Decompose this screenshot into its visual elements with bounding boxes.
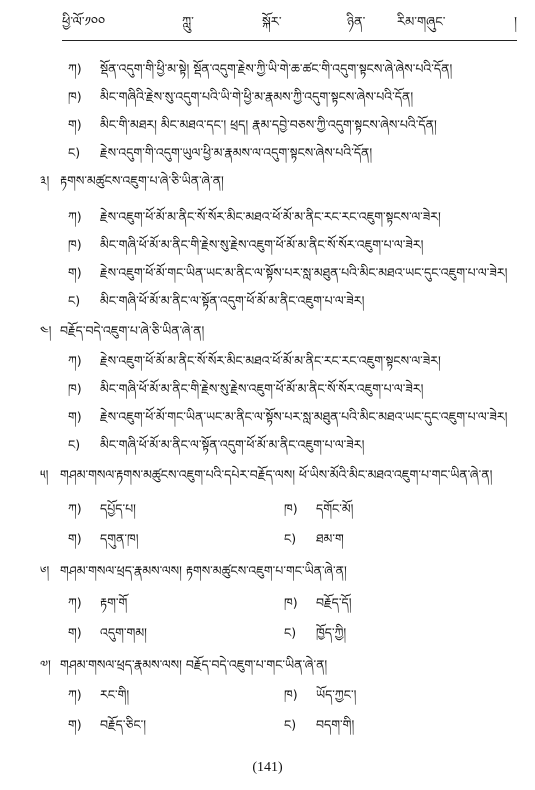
option-text: རྗེས་འདུག་གི་འདུག་ཡུལ་ཕྱི་མ་རྣམས་ལ་འདུག་སྟངས་ཞེས་པའི་དོན། bbox=[100, 145, 373, 160]
option-mark: ག) bbox=[68, 117, 82, 132]
header-rule bbox=[62, 40, 517, 41]
question-text: གཤམ་གསལ་རྟགས་མཚུངས་འཇུག་པའི་དཔེར་བརྗོད་ལས། ཕོ་ཡིས་མོའི་མིང་མཐའ་འཇུག་པ་གང་ཡིན་ཞེ་ན། bbox=[60, 467, 493, 482]
option-mark: ག) bbox=[68, 531, 82, 546]
option-mark: ཀ) bbox=[68, 595, 82, 610]
option-mark: ཀ) bbox=[68, 61, 82, 76]
option-text: རང་གི། bbox=[100, 687, 130, 702]
option-text: དཔྱོད་པ། bbox=[100, 501, 136, 516]
option-text: རྟག་གོ bbox=[100, 595, 128, 610]
header-segment: ཀླུ་ bbox=[182, 15, 194, 30]
option-mark: ང) bbox=[68, 293, 81, 308]
option-text: དགོང་མོ། bbox=[316, 501, 354, 516]
question-number: ༥། bbox=[40, 467, 49, 482]
option-text: མིང་གཞི་ཕོ་མོ་མ་ནིང་ལ་སྟོན་འདུག་ཕོ་མོ་མ་ནིང་འཇུག་པ་ལ་ཟེར། bbox=[100, 293, 365, 308]
option-text: མིང་གཞིའི་རྗེས་སུ་འདུག་པའི་ཡི་གེ་ཕྱི་མ་རྣམས་ཀྱི་འདུག་སྟངས་ཞེས་པའི་དོན། bbox=[100, 89, 414, 104]
question-text: གཤམ་གསལ་ཕྲད་རྣམས་ལས། བརྗོད་བདེ་འཇུག་པ་གང་ཡིན་ཞེ་ན། bbox=[60, 657, 328, 672]
question-text: བརྗོད་བདེ་འཇུག་པ་ཞེ་ཅི་ཡིན་ཞེ་ན། bbox=[60, 323, 205, 338]
option-mark: ག) bbox=[68, 265, 82, 280]
page-number: (141) bbox=[252, 760, 283, 775]
option-text: རྗེས་འཇུག་ཕོ་མོ་གང་ཡིན་ཡང་མ་ནིང་ལ་སྟོས་པར་སླ་མཐུན་པའི་མིང་མཐའ་ཡང་དུང་འཇུག་པ་ལ་ཟེར། bbox=[100, 409, 508, 424]
option-mark: ག) bbox=[68, 625, 82, 640]
question-number: ༦། bbox=[40, 563, 50, 578]
option-mark: ཁ) bbox=[284, 501, 298, 516]
option-mark: ཀ) bbox=[68, 353, 82, 368]
option-mark: ང) bbox=[68, 437, 81, 452]
option-text: ཡོད་ཀྱང་། bbox=[316, 687, 357, 702]
option-text: མིང་གཞི་ཕོ་མོ་མ་ནིང་ལ་སྟོན་འདུག་ཕོ་མོ་མ་ནིང་འཇུག་པ་ལ་ཟེར། bbox=[100, 437, 365, 452]
option-text: ཁྱོད་ཀྱི། bbox=[316, 625, 347, 640]
option-text: ཐམ་ག bbox=[316, 531, 344, 546]
option-mark: ཁ) bbox=[68, 381, 82, 396]
header-segment: ཕྱི་ལོ་༡༠༠ bbox=[62, 15, 106, 30]
header-segment: རིམ་གཞུང་ bbox=[397, 15, 446, 30]
header-segment: ཉིན་ bbox=[347, 15, 366, 30]
option-mark: ང) bbox=[284, 625, 297, 640]
option-text: བདག་གི། bbox=[316, 717, 355, 732]
option-text: སྡོན་འདུག་གི་ཕྱི་མ་སྟེ། སྡོན་འདུག་རྗེས་ཀྱི་ཡི་གེ་ཆ་ཚང་གི་འདུག་སྟངས་ཞེ་ཞེས་པའི་དོན། bbox=[100, 61, 453, 76]
option-mark: ཁ) bbox=[284, 595, 298, 610]
option-mark: ཀ) bbox=[68, 209, 82, 224]
option-text: མིང་གི་མཐར། མིང་མཐའ་དང་། ཕྲད། རྣམ་དབྱེ་བཅས་ཀྱི་འདུག་སྟངས་ཞེས་པའི་དོན། bbox=[100, 117, 437, 132]
option-text: མིང་གཞི་ཕོ་མོ་མ་ནིང་གི་རྗེས་སུ་རྗེས་འཇུག་ཕོ་མོ་མ་ནིང་སོ་སོར་འཇུག་པ་ལ་ཟེར། bbox=[100, 237, 424, 252]
option-text: དགུན་ཁ། bbox=[100, 531, 139, 546]
option-mark: ཀ) bbox=[68, 687, 82, 702]
option-text: འདུག་གམ། bbox=[100, 625, 147, 640]
option-mark: ཁ) bbox=[284, 687, 298, 702]
option-mark: ག) bbox=[68, 717, 82, 732]
option-text: བརྗོད་ཅིང་། bbox=[100, 717, 147, 732]
option-mark: ང) bbox=[284, 531, 297, 546]
option-text: མིང་གཞི་ཕོ་མོ་མ་ནིང་གི་རྗེས་སུ་རྗེས་འཇུག་ཕོ་མོ་མ་ནིང་སོ་སོར་འཇུག་པ་ལ་ཟེར། bbox=[100, 381, 424, 396]
option-mark: ང) bbox=[284, 717, 297, 732]
question-text: རྟགས་མཚུངས་འཇུག་པ་ཞེ་ཅི་ཡིན་ཞེ་ན། bbox=[60, 173, 224, 188]
option-text: རྗེས་འཇུག་ཕོ་མོ་མ་ནིང་སོ་སོར་མིང་མཐའ་ཕོ་མོ་མ་ནིང་རང་རང་འཇུག་སྟངས་ལ་ཟེར། bbox=[100, 209, 441, 224]
header-segment: སྐོར་ bbox=[262, 15, 282, 30]
option-mark: ག) bbox=[68, 409, 82, 424]
running-header bbox=[62, 10, 517, 36]
question-number: ༣། bbox=[40, 173, 50, 188]
header-end-mark: ། bbox=[514, 15, 517, 30]
option-mark: ང) bbox=[68, 145, 81, 160]
option-text: རྗེས་འཇུག་ཕོ་མོ་གང་ཡིན་ཡང་མ་ནིང་ལ་སྟོས་པར་སླ་མཐུན་པའི་མིང་མཐའ་ཡང་དུང་འཇུག་པ་ལ་ཟེར། bbox=[100, 265, 508, 280]
option-mark: ཁ) bbox=[68, 237, 82, 252]
option-text: བརྗོད་དོ། bbox=[316, 595, 352, 610]
question-number: ༤། bbox=[40, 323, 52, 338]
question-number: ༧། bbox=[40, 657, 51, 672]
question-text: གཤམ་གསལ་ཕྲད་རྣམས་ལས། རྟགས་མཚུངས་འཇུག་པ་གང་ཡིན་ཞེ་ན། bbox=[60, 563, 347, 578]
option-mark: ཀ) bbox=[68, 501, 82, 516]
option-text: རྗེས་འཇུག་ཕོ་མོ་མ་ནིང་སོ་སོར་མིང་མཐའ་ཕོ་མོ་མ་ནིང་རང་རང་འཇུག་སྟངས་ལ་ཟེར། bbox=[100, 353, 441, 368]
option-mark: ཁ) bbox=[68, 89, 82, 104]
